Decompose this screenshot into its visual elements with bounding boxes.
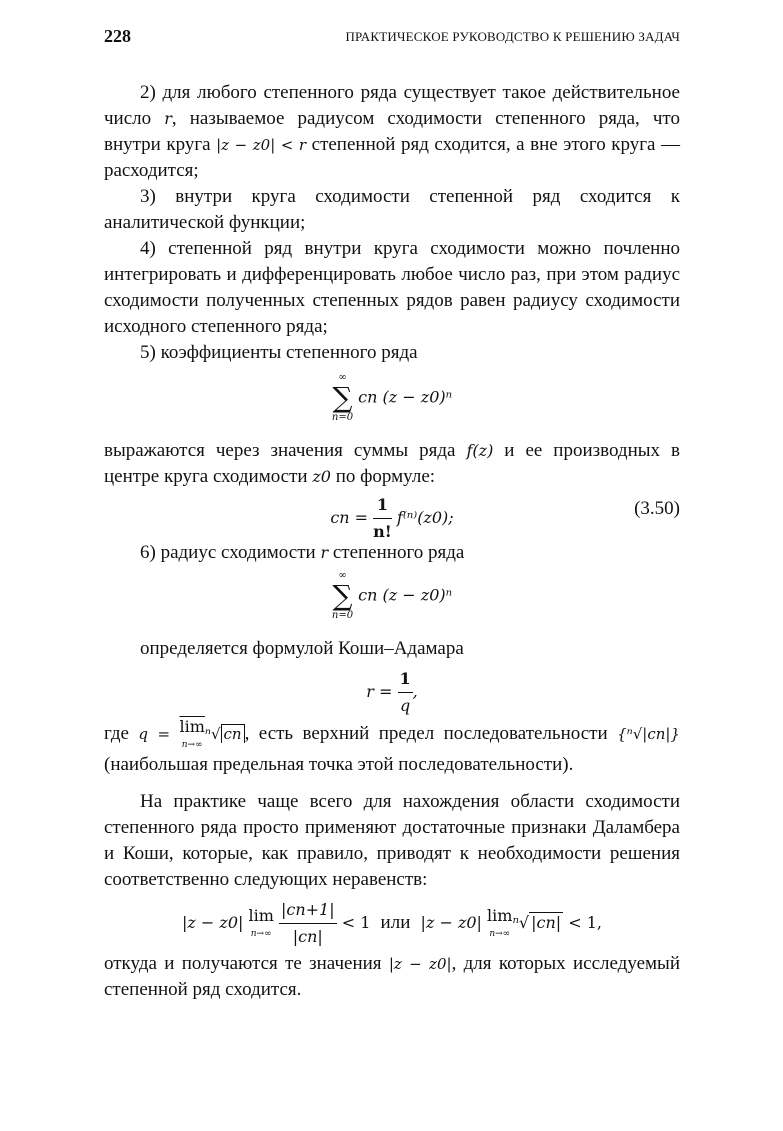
paragraph-where bbox=[104, 718, 680, 779]
fraction-1-over-q bbox=[398, 666, 413, 719]
display-series-2 bbox=[104, 566, 680, 636]
lim-subscript: n→∞ bbox=[250, 929, 272, 939]
text-run: откуда и получаются те значения bbox=[104, 953, 389, 974]
lim-2 bbox=[487, 907, 512, 940]
text-run: 2) для любого степенного ряда существует такое действительное число bbox=[104, 82, 680, 129]
lim-subscript: n→∞ bbox=[489, 929, 511, 939]
lim-1 bbox=[248, 907, 273, 940]
ratio-fraction bbox=[279, 897, 337, 950]
display-series-1 bbox=[104, 366, 680, 438]
fraction-denominator: n! bbox=[373, 522, 392, 541]
paragraph-cauchy-hadamard: определяется формулой Коши–Адамара bbox=[140, 638, 464, 659]
sum-lower-limit: n=0 bbox=[331, 610, 354, 621]
equation-3-50 bbox=[104, 490, 680, 540]
less-than-one: < 1, bbox=[563, 913, 603, 932]
eq-lhs: r = bbox=[366, 682, 393, 701]
text-run: и ее производных в центре круга сходимости bbox=[104, 440, 680, 487]
text-run: где bbox=[104, 722, 139, 744]
sum-operator bbox=[332, 570, 353, 622]
spacer bbox=[104, 779, 680, 789]
math-cn: |cn| bbox=[531, 913, 562, 932]
math-q: q = bbox=[138, 724, 180, 743]
sum-upper-limit: ∞ bbox=[338, 372, 347, 383]
paragraph-item-5: 5) коэффициенты степенного ряда bbox=[140, 342, 418, 363]
text-run: выражаются через значения суммы ряда bbox=[104, 440, 467, 461]
lim-subscript: n→∞ bbox=[181, 740, 203, 750]
sigma-symbol: ∑ bbox=[332, 381, 353, 414]
paragraph-item-5-cont bbox=[104, 438, 680, 490]
paragraph-item-3: 3) внутри круга сходимости степенной ряд сходится к аналитической функции; bbox=[104, 186, 680, 233]
ineq-abs-2: |z − z0| bbox=[420, 913, 488, 932]
math-z0: z0 bbox=[312, 467, 331, 486]
math-cn: cn bbox=[221, 724, 245, 743]
eq-lhs: cn = bbox=[330, 508, 369, 527]
lim-word: lim bbox=[487, 906, 513, 925]
sigma-symbol: ∑ bbox=[332, 579, 353, 612]
comma: , bbox=[412, 682, 418, 701]
fraction-1-over-nfact bbox=[373, 492, 392, 545]
paragraph-practice: На практике чаще всего для нахождения области сходимости степенного ряда просто применяют достаточные признаки Даламбера и Коши, которые, как правило, приводят к необходимости решения соответственно следующих неравенств: bbox=[104, 791, 680, 890]
sum-lower-limit: n=0 bbox=[331, 412, 354, 423]
sum-operator bbox=[332, 372, 353, 424]
root-sign: ⁿ√ bbox=[204, 724, 221, 743]
series-term: cn (z − z0)ⁿ bbox=[358, 585, 453, 605]
math-f-z: f(z) bbox=[466, 441, 494, 460]
running-title: ПРАКТИЧЕСКОЕ РУКОВОДСТВО К РЕШЕНИЮ ЗАДАЧ bbox=[345, 29, 680, 44]
root-sign: ⁿ√ bbox=[512, 913, 530, 932]
page-number: 228 bbox=[104, 26, 131, 46]
paragraph-item-4: 4) степенной ряд внутри круга сходимости можно почленно интегрировать и дифференцировать любое число раз, при этом радиус сходимости полученных степенных рядов равен радиусу сходимости исходного степенного ряда; bbox=[104, 238, 680, 337]
fraction-denominator: |cn| bbox=[292, 927, 323, 946]
page-header bbox=[104, 26, 680, 52]
lim-word: lim bbox=[248, 906, 274, 925]
math-inequality: |z − z0| < r bbox=[216, 136, 307, 154]
text-run: , называемое радиусом сходимости степенного ряда, что внутри круга bbox=[104, 108, 680, 155]
math-sequence: {ⁿ√|cn|} bbox=[617, 724, 680, 743]
word-or: или bbox=[380, 912, 411, 933]
equation-r-equals bbox=[104, 662, 680, 718]
fraction-numerator: 1 bbox=[373, 492, 392, 519]
series-term: cn (z − z0)ⁿ bbox=[358, 387, 453, 407]
eq-rhs: f⁽ⁿ⁾(z0); bbox=[396, 508, 454, 527]
text-run: 6) радиус сходимости bbox=[140, 542, 321, 563]
text-run: , есть верхний предел последовательности bbox=[244, 722, 618, 744]
fraction-denominator: q bbox=[399, 696, 411, 715]
paragraph-conclusion bbox=[104, 951, 680, 1003]
less-than-one: < 1 bbox=[336, 913, 371, 932]
sum-upper-limit: ∞ bbox=[338, 570, 347, 581]
page-body bbox=[104, 80, 680, 1003]
lim-word: $\overline{lim}$ bbox=[179, 717, 205, 736]
paragraph-item-2 bbox=[104, 80, 680, 184]
math-r: r bbox=[320, 543, 329, 562]
text-run: по формуле: bbox=[330, 466, 436, 487]
ineq-abs-1: |z − z0| bbox=[181, 913, 249, 932]
math-abs: |z − z0| bbox=[388, 955, 452, 973]
display-inequalities bbox=[104, 893, 680, 951]
fraction-numerator: |cn+1| bbox=[279, 897, 337, 924]
text-run: степенной ряд сходится, а вне этого круга — расходится; bbox=[104, 134, 681, 181]
math-r: r bbox=[164, 109, 172, 128]
limsup bbox=[179, 718, 204, 751]
paragraph-item-6 bbox=[104, 540, 680, 566]
text-run: (наибольшая предельная точка этой последовательности). bbox=[104, 754, 574, 775]
fraction-numerator: 1 bbox=[398, 666, 413, 693]
text-run: степенного ряда bbox=[328, 542, 465, 563]
equation-number: (3.50) bbox=[634, 498, 680, 519]
text-run: , для которых исследуемый степенной ряд сходится. bbox=[104, 953, 680, 1000]
